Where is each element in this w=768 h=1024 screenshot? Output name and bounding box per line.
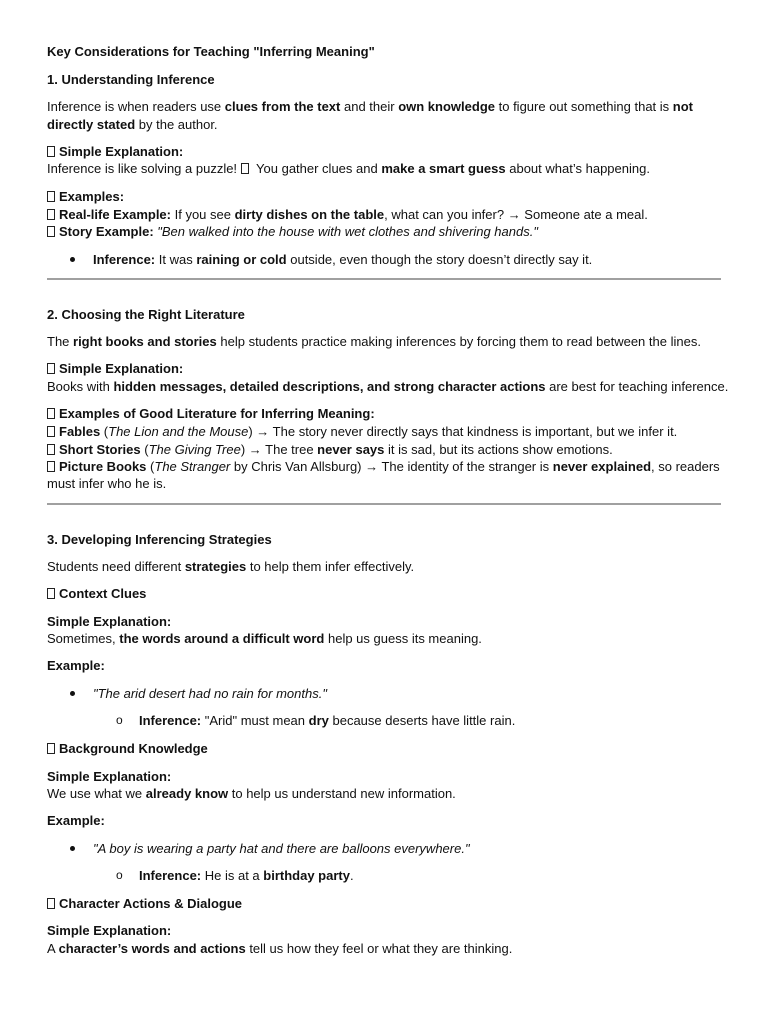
section-1-simple-text: Inference is like solving a puzzle! You gather clues and make a smart guess about what’s happening. [47, 161, 650, 176]
section-2-heading: 2. Choosing the Right Literature [47, 307, 245, 322]
section-1-paragraph-line-1: Inference is when readers use clues from the text and their own knowledge to figure out something that is not [47, 99, 693, 114]
section-1-example-story: Story Example: "Ben walked into the house with wet clothes and shivering hands." [47, 223, 538, 240]
emoji-placeholder-icon [47, 743, 55, 754]
context-clues-simple-label: Simple Explanation: [47, 614, 172, 629]
section-divider [47, 278, 721, 280]
bullet-dot [70, 257, 75, 262]
character-actions-simple-text: A character’s words and actions tell us how they feel or what they are thinking. [47, 941, 513, 956]
section-3-paragraph: Students need different strategies to help them infer effectively. [47, 559, 415, 574]
section-2-paragraph: The right books and stories help students practice making inferences by forcing them to read between the lines. [47, 334, 701, 349]
section-1-heading: 1. Understanding Inference [47, 72, 215, 87]
context-clues-heading: Context Clues [47, 585, 146, 602]
background-knowledge-heading: Background Knowledge [47, 740, 208, 757]
emoji-placeholder-icon [47, 408, 55, 419]
section-1-inference-bullet: Inference: It was raining or cold outside, even though the story doesn’t directly say it. [93, 252, 593, 267]
section-1-simple-label: Simple Explanation: [47, 143, 183, 160]
emoji-placeholder-icon [47, 461, 55, 472]
sub-bullet-marker: o [116, 868, 123, 882]
character-actions-heading: Character Actions & Dialogue [47, 895, 242, 912]
emoji-placeholder-icon [47, 209, 55, 220]
section-2-example-fables: Fables (The Lion and the Mouse) → The story never directly says that kindness is important, but we infer it. [47, 423, 677, 440]
emoji-placeholder-icon [47, 898, 55, 909]
context-clues-example-label: Example: [47, 658, 105, 673]
emoji-placeholder-icon [47, 426, 55, 437]
section-2-examples-label: Examples of Good Literature for Inferring Meaning: [47, 405, 375, 422]
section-2-example-short-stories: Short Stories (The Giving Tree) → The tree never says it is sad, but its actions show emotions. [47, 441, 613, 458]
section-1-examples-label: Examples: [47, 188, 124, 205]
section-2-simple-label: Simple Explanation: [47, 360, 183, 377]
section-3-heading: 3. Developing Inferencing Strategies [47, 532, 272, 547]
background-knowledge-inference: Inference: He is at a birthday party. [139, 868, 354, 883]
sub-bullet-marker: o [116, 713, 123, 727]
emoji-placeholder-icon [241, 163, 249, 174]
background-knowledge-simple-text: We use what we already know to help us understand new information. [47, 786, 456, 801]
emoji-placeholder-icon [47, 588, 55, 599]
emoji-placeholder-icon [47, 363, 55, 374]
document-title: Key Considerations for Teaching "Inferring Meaning" [47, 44, 375, 59]
background-knowledge-example-label: Example: [47, 813, 105, 828]
section-2-simple-text: Books with hidden messages, detailed descriptions, and strong character actions are best for teaching inference. [47, 379, 729, 394]
section-divider [47, 503, 721, 505]
emoji-placeholder-icon [47, 146, 55, 157]
emoji-placeholder-icon [47, 191, 55, 202]
section-2-example-picture-books-cont: must infer who he is. [47, 476, 167, 491]
character-actions-simple-label: Simple Explanation: [47, 923, 172, 938]
context-clues-simple-text: Sometimes, the words around a difficult word help us guess its meaning. [47, 631, 482, 646]
emoji-placeholder-icon [47, 226, 55, 237]
bullet-dot [70, 846, 75, 851]
context-clues-inference: Inference: "Arid" must mean dry because deserts have little rain. [139, 713, 516, 728]
emoji-placeholder-icon [47, 444, 55, 455]
section-2-example-picture-books: Picture Books (The Stranger by Chris Van Allsburg) → The identity of the stranger is never explained, so readers [47, 458, 720, 475]
background-knowledge-quote: "A boy is wearing a party hat and there are balloons everywhere." [93, 841, 470, 856]
section-1-paragraph-line-2: directly stated by the author. [47, 117, 218, 132]
section-1-example-real-life: Real-life Example: If you see dirty dishes on the table, what can you infer? → Someone ate a meal. [47, 206, 648, 223]
context-clues-quote: "The arid desert had no rain for months." [93, 686, 327, 701]
background-knowledge-simple-label: Simple Explanation: [47, 769, 172, 784]
bullet-dot [70, 691, 75, 696]
